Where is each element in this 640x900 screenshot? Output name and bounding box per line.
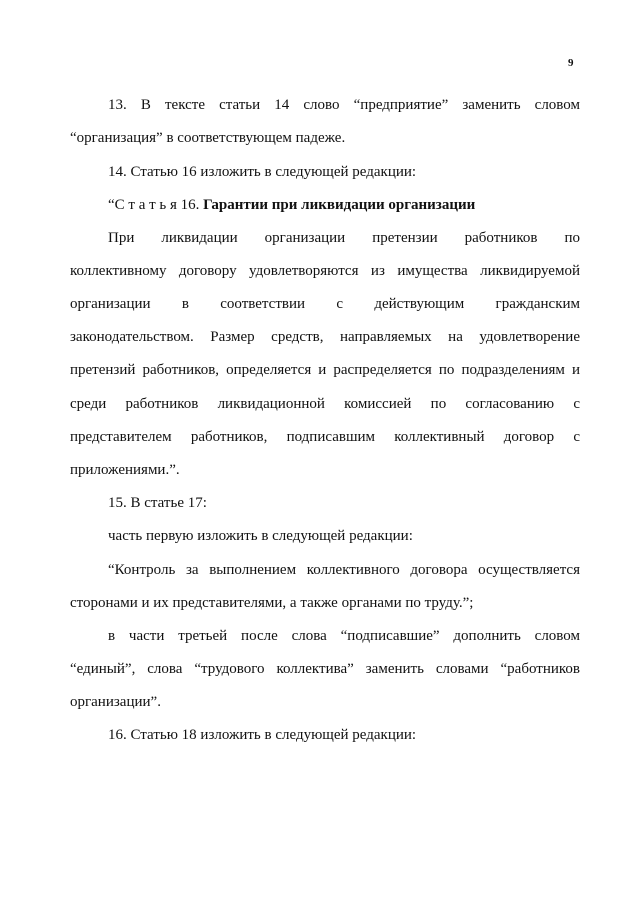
paragraph-line: 16. Статью 18 изложить в следующей редакции: (108, 727, 417, 743)
paragraph-line: сторонами и их представителями, а также органами по труду.”; (70, 595, 474, 611)
paragraph-line: часть первую изложить в следующей редакции: (108, 528, 413, 544)
paragraph-line: законодательством. Размер средств, направляемых на удовлетворение (70, 329, 580, 345)
paragraph-line: в части третьей после слова “подписавшие” дополнить словом (108, 628, 580, 644)
paragraph-line: “Контроль за выполнением коллективного договора осуществляется (108, 562, 580, 578)
page-number: 9 (568, 57, 574, 69)
paragraph-line: “единый”, слова “трудового коллектива” заменить словами “работников (70, 661, 580, 677)
paragraph-line: коллективному договору удовлетворяются из имущества ликвидируемой (70, 263, 580, 279)
paragraph-line: представителем работников, подписавшим коллективный договор с (70, 429, 580, 445)
paragraph-line: организации”. (70, 694, 161, 710)
paragraph-line: 15. В статье 17: (108, 495, 207, 511)
paragraph-line: При ликвидации организации претензии работников по (108, 230, 580, 246)
paragraph-line: среди работников ликвидационной комиссией по согласованию с (70, 396, 580, 412)
paragraph-line: организации в соответствии с действующим гражданским (70, 296, 580, 312)
paragraph-line: претензий работников, определяется и распределяется по подразделениям и (70, 362, 580, 378)
paragraph-line: 13. В тексте статьи 14 слово “предприятие” заменить словом (108, 97, 580, 113)
paragraph-line: приложениями.”. (70, 462, 180, 478)
paragraph-line: “организация” в соответствующем падеже. (70, 130, 346, 146)
paragraph-line: 14. Статью 16 изложить в следующей редакции: (108, 164, 417, 180)
article-heading (108, 196, 475, 214)
article-heading-prefix: “С т а т ь я 16. (108, 197, 200, 213)
article-heading-title: Гарантии при ликвидации организации (203, 197, 476, 213)
